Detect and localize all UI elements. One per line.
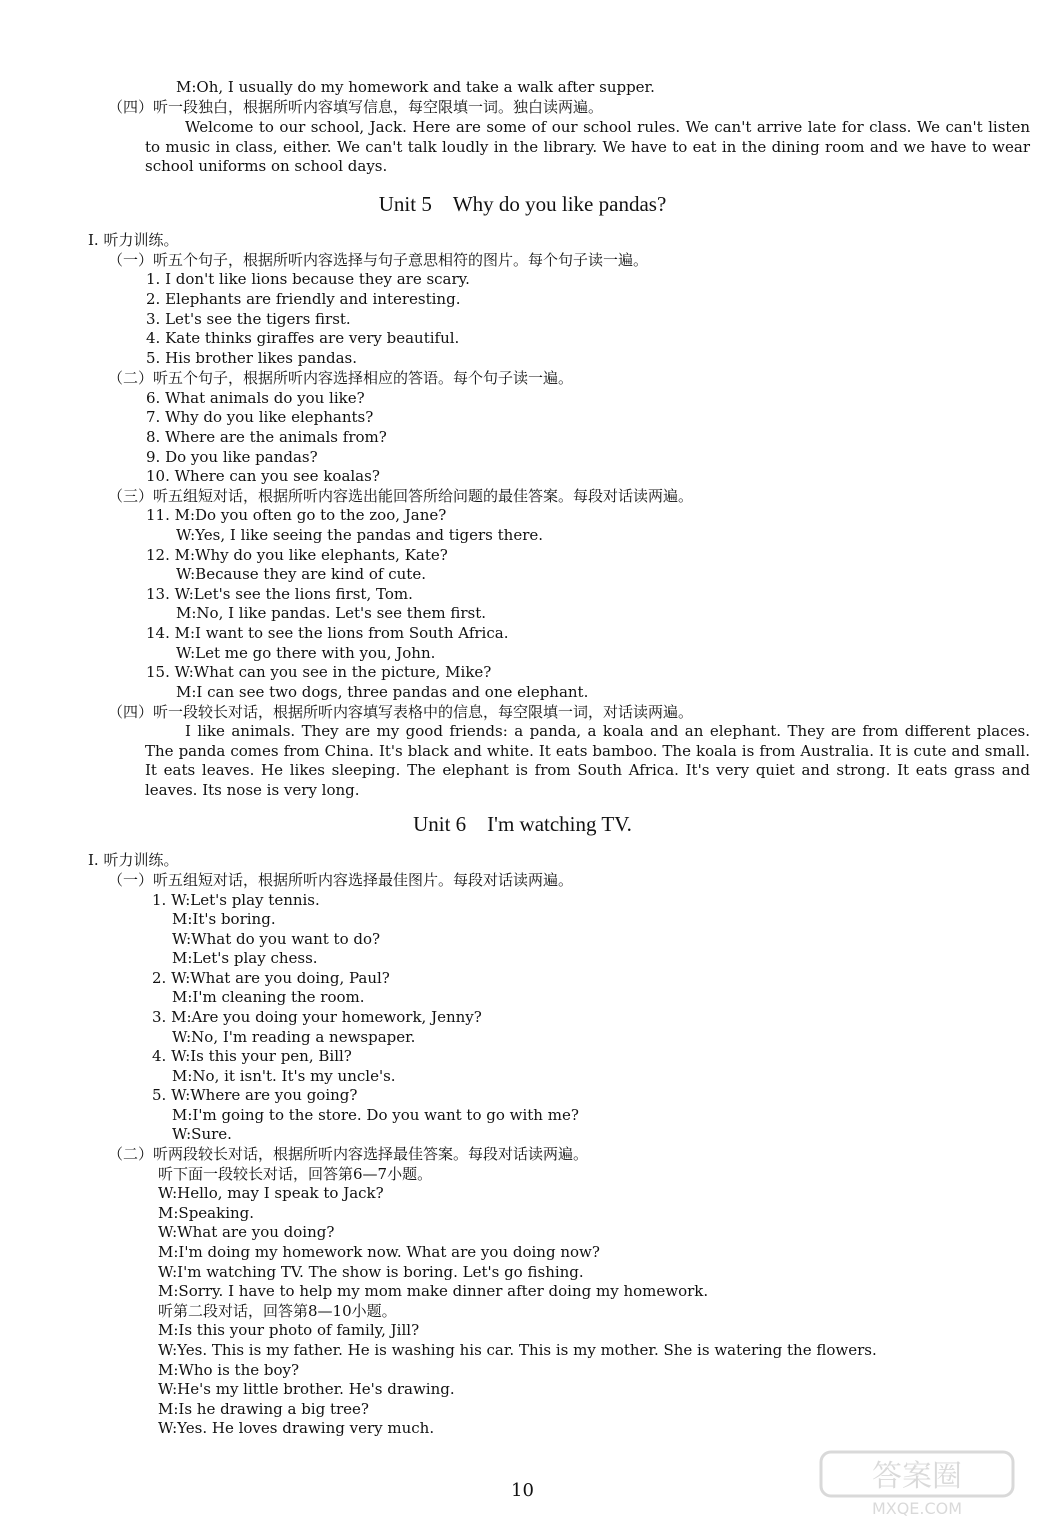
watermark-logo (817, 1448, 1017, 1518)
section-instruction: （四）听一段独白，根据所听内容填写信息，每空限填一词。独白读两遍。 (108, 98, 604, 116)
sentence: 5. His brother likes pandas. (146, 349, 357, 367)
unit-5-title: Unit 5 Why do you like pandas? (378, 192, 667, 216)
section-heading: Ⅰ. 听力训练。 (88, 851, 179, 869)
monologue-text-body: Welcome to our school, Jack. Here are some of our school rules. We can't arrive late for class. We can't listen to music in class, either. We can't talk loudly in the library. We have to eat in the dining room and we have to wear school uniforms on school days. (145, 118, 1030, 176)
dialogue-line: 15. W:What can you see in the picture, Mike? (146, 663, 492, 681)
dialogue-line: M:I can see two dogs, three pandas and one elephant. (176, 683, 589, 701)
sentence: 9. Do you like pandas? (146, 448, 318, 466)
dialogue-line: 11. M:Do you often go to the zoo, Jane? (146, 506, 447, 524)
dialogue-line: W:He's my little brother. He's drawing. (158, 1380, 455, 1398)
sentence: 1. I don't like lions because they are scary. (146, 270, 470, 288)
dialogue-line: M:I'm doing my homework now. What are you doing now? (158, 1243, 600, 1261)
dialogue-line: M:I'm going to the store. Do you want to go with me? (172, 1106, 579, 1124)
dialogue-line: M:No, I like pandas. Let's see them first. (176, 604, 487, 622)
dialogue-line: W:Hello, may I speak to Jack? (158, 1184, 384, 1202)
dialogue-line: M:I'm cleaning the room. (172, 988, 365, 1006)
dialogue-line: W:What are you doing? (158, 1223, 335, 1241)
dialogue-line: M:Speaking. (158, 1204, 255, 1222)
section-instruction: （四）听一段较长对话，根据所听内容填写表格中的信息，每空限填一词，对话读两遍。 (108, 703, 694, 721)
dialogue-line: 4. W:Is this your pen, Bill? (152, 1047, 352, 1065)
dialogue-line: W:Yes, I like seeing the pandas and tigers there. (176, 526, 544, 544)
dialogue-line: W:No, I'm reading a newspaper. (172, 1028, 416, 1046)
dialogue-line: M:No, it isn't. It's my uncle's. (172, 1067, 396, 1085)
dialogue-line: W:Yes. He loves drawing very much. (158, 1419, 435, 1437)
section-instruction: （二）听五个句子，根据所听内容选择相应的答语。每个句子读一遍。 (108, 369, 574, 387)
sentence: 6. What animals do you like? (146, 389, 365, 407)
dialogue-line: 14. M:I want to see the lions from South Africa. (146, 624, 509, 642)
dialogue-line: 3. M:Are you doing your homework, Jenny? (152, 1008, 482, 1026)
dialogue-line: M:Who is the boy? (158, 1361, 300, 1379)
question-note: 听下面一段较长对话，回答第6—7小题。 (158, 1165, 433, 1183)
dialogue-line: M:Sorry. I have to help my mom make dinner after doing my homework. (158, 1282, 709, 1300)
sentence: 7. Why do you like elephants? (146, 408, 374, 426)
page-number: 10 (511, 1480, 534, 1501)
dialogue-line: 2. W:What are you doing, Paul? (152, 969, 390, 987)
section-instruction: （二）听两段较长对话，根据所听内容选择最佳答案。每段对话读两遍。 (108, 1145, 589, 1163)
sentence: 10. Where can you see koalas? (146, 467, 380, 485)
unit-6-title: Unit 6 I'm watching TV. (413, 812, 632, 836)
dialogue-line: W:I'm watching TV. The show is boring. Let's go fishing. (158, 1263, 584, 1281)
dialogue-line: M:Is this your photo of family, Jill? (158, 1321, 420, 1339)
question-note: 听第二段对话，回答第8—10小题。 (158, 1302, 397, 1320)
dialogue-line: W:Sure. (172, 1125, 232, 1143)
watermark-site-text: MXQE.COM (871, 1499, 963, 1518)
dialogue-line: W:Because they are kind of cute. (176, 565, 426, 583)
section-instruction: （一）听五个句子，根据所听内容选择与句子意思相符的图片。每个句子读一遍。 (108, 251, 649, 269)
dialogue-paragraph-body: I like animals. They are my good friends: a panda, a koala and an elephant. They are from different places. The panda comes from China. It's black and white. It eats bamboo. The koala is from Australia. It is cute and small. It eats leaves. He likes sleeping. The elephant is from South Africa. It's very quiet and strong. It eats grass and leaves. Its nose is very long. (145, 722, 1030, 800)
dialogue-line: 12. M:Why do you like elephants, Kate? (146, 546, 448, 564)
watermark-logo-text: 答案圈 (872, 1459, 962, 1494)
sentence: 4. Kate thinks giraffes are very beautiful. (146, 329, 460, 347)
dialogue-line: M:Let's play chess. (172, 949, 318, 967)
dialogue-line: M:Is he drawing a big tree? (158, 1400, 369, 1418)
dialogue-line: 5. W:Where are you going? (152, 1086, 358, 1104)
sentence: 8. Where are the animals from? (146, 428, 387, 446)
section-instruction: （三）听五组短对话，根据所听内容选出能回答所给问题的最佳答案。每段对话读两遍。 (108, 487, 694, 505)
dialogue-line: 13. W:Let's see the lions first, Tom. (146, 585, 413, 603)
dialogue-line: W:Let me go there with you, John. (176, 644, 436, 662)
dialogue-line: W:What do you want to do? (172, 930, 381, 948)
sentence: 2. Elephants are friendly and interesting. (146, 290, 461, 308)
dialogue-paragraph (147, 722, 1030, 801)
sentence: 3. Let's see the tigers first. (146, 310, 351, 328)
dialogue-line: W:Yes. This is my father. He is washing his car. This is my mother. She is watering the flowers. (158, 1341, 877, 1359)
monologue-text (147, 118, 1030, 177)
section-instruction: （一）听五组短对话，根据所听内容选择最佳图片。每段对话读两遍。 (108, 871, 574, 889)
dialogue-line: 1. W:Let's play tennis. (152, 891, 320, 909)
dialogue-line: M:It's boring. (172, 910, 276, 928)
section-heading: Ⅰ. 听力训练。 (88, 231, 179, 249)
dialogue-line: M:Oh, I usually do my homework and take a walk after supper. (176, 78, 655, 96)
